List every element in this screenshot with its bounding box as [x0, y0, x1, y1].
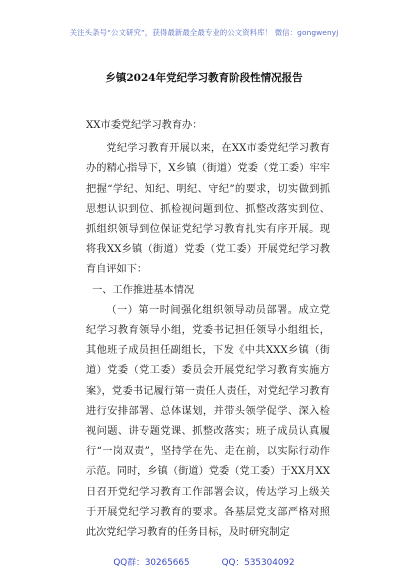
document-body	[86, 116, 330, 543]
document-salutation: XX市委党纪学习教育办：	[86, 120, 203, 131]
intro-paragraph: 党纪学习教育开展以来，在XX市委党纪学习教育办的精心指导下，X乡镇（街道）党委（党工委）牢牢把握“学纪、知纪、明纪、守纪”的要求，切实做到抓思想认识到位、抓检视问题到位、抓整改落实到位、抓组织领导到位保证党纪学习教育扎实有序开展。现将我XX乡镇（街道）党委（党工委）开展党纪学习教育自评如下：	[86, 143, 330, 276]
body-paragraph: （一）第一时间强化组织领导动员部署。成立党纪学习教育领导小组，党委书记担任领导小组组长，其他班子成员担任副组长，下发《中共XXX乡镇（街道）党委（党工委）委员会开展党纪学习教育实施方案》，党委书记履行第一责任人责任，对党纪学习教育进行安排部署、总体谋划，并带头领学促学、深入检视问题、讲专题党课、抓整改落实；班子成员认真履行“一岗双责”，坚持学在先、走在前，以实际行动作示范。同时，乡镇（街道）党委（党工委）于XX月XX日召开党纪学习教育工作部署会议，传达学习上级关于开展党纪学习教育的要求。各基层党支部严格对照此次党纪学习教育的任务目标，及时研究制定	[86, 304, 330, 539]
header-promo-note: 关注头条号“公文研究”，获得最新最全最专业的公文资料库！ 微信：gongwenyj	[69, 28, 339, 37]
document-title: 乡镇2024年党纪学习教育阶段性情况报告	[105, 72, 303, 84]
section-heading: 一、工作推进基本情况	[92, 284, 194, 296]
footer-contact	[0, 555, 408, 568]
footer-qq-number: QQ：535304092	[221, 558, 295, 568]
footer-qq-group: QQ群：30265665	[113, 558, 190, 568]
